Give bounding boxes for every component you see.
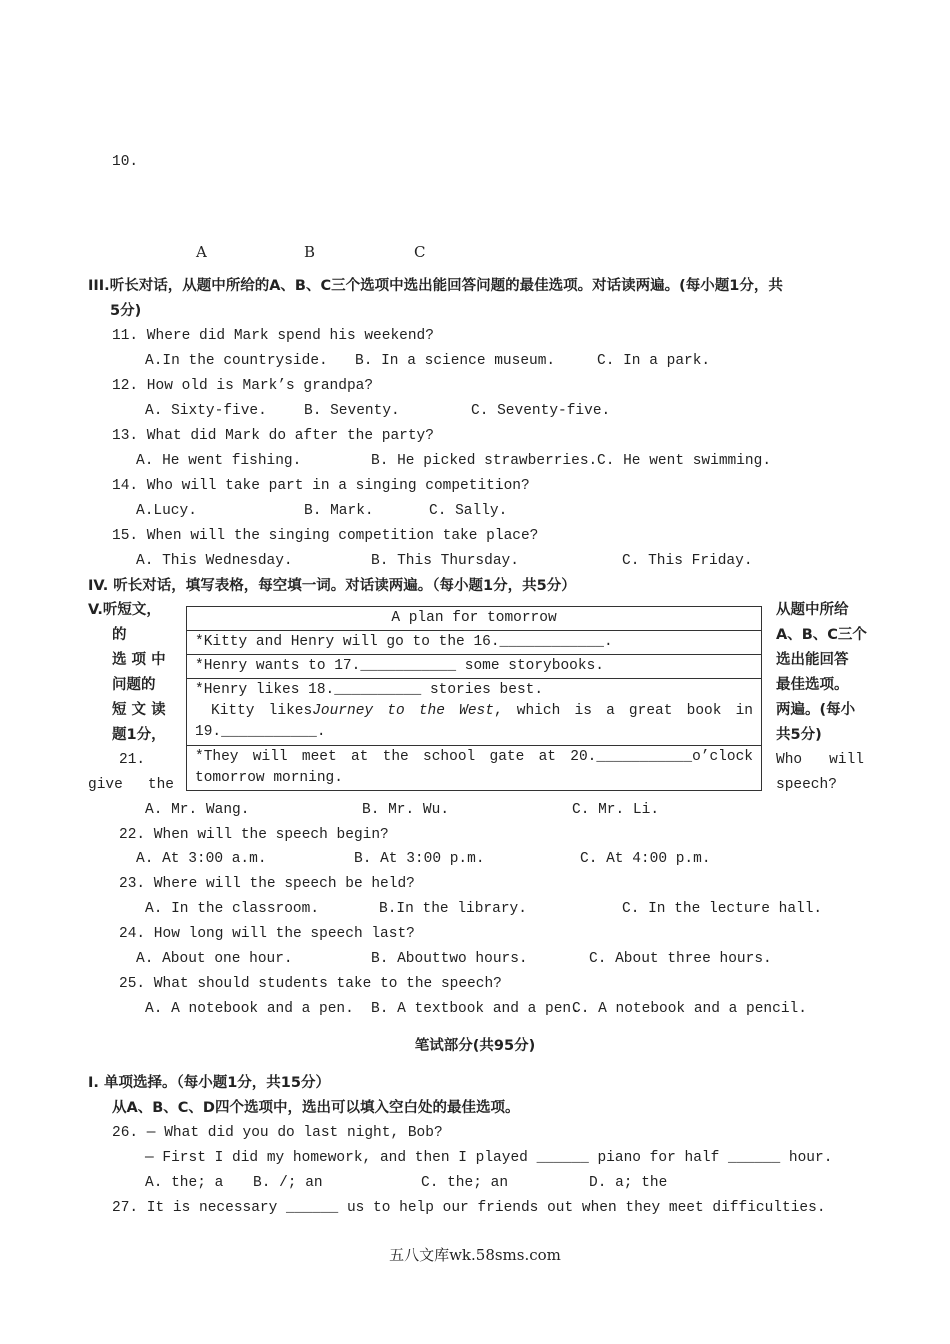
q13-option-a: A. He went fishing. (136, 453, 302, 469)
question-13: 13. What did Mark do after the party? (112, 428, 434, 444)
section-iii-heading-cont: 5分) (110, 303, 142, 319)
plan-row-20 (187, 745, 761, 790)
plan-row-19-text-b: , which is a great book in (493, 703, 753, 719)
section-v-right-6: 共5分) (776, 727, 822, 743)
q25-option-a: A. A notebook and a pen. (145, 1001, 354, 1017)
plan-row-18: *Henry likes 18.__________ stories best. (195, 682, 544, 698)
question-25: 25. What should students take to the speech? (119, 976, 502, 992)
q21-option-c: C. Mr. Li. (572, 802, 660, 818)
question-26-reply: — First I did my homework, and then I played ______ piano for half ______ hour. (145, 1150, 833, 1166)
q24-option-a: A. About one hour. (136, 951, 293, 967)
q10-number: 10. (112, 154, 139, 170)
q12-option-a: A. Sixty-five. (145, 403, 267, 419)
q26-option-a: A. the; a (145, 1175, 224, 1191)
question-23: 23. Where will the speech be held? (119, 876, 415, 892)
q15-option-c: C. This Friday. (622, 553, 753, 569)
section-v-right-3: 选出能回答 (776, 652, 849, 668)
q10-option-a: A (196, 243, 207, 261)
part-i-heading: I. 单项选择。（每小题1分，共15分） (88, 1075, 330, 1091)
section-v-left-1: V.听短文， (88, 602, 161, 618)
plan-title: A plan for tomorrow (391, 610, 557, 626)
q13-option-c: C. He went swimming. (597, 453, 772, 469)
section-v-left-2: 的 (112, 627, 127, 643)
section-v-left-4: 问题的 (112, 677, 156, 693)
q10-option-b: B (304, 243, 316, 261)
plan-row-19-line2: 19.___________. (195, 724, 326, 740)
q21-option-a: A. Mr. Wang. (145, 802, 250, 818)
question-21-text-right: Who will (776, 752, 864, 768)
q25-option-b: B. A textbook and a pen. (371, 1001, 580, 1017)
plan-row-19-line1 (195, 701, 753, 722)
section-v-right-5: 两遍。(每小 (776, 702, 856, 718)
q23-option-c: C. In the lecture hall. (622, 901, 823, 917)
q23-option-a: A. In the classroom. (145, 901, 320, 917)
section-iv-heading: IV. 听长对话，填写表格，每空填一词。对话读两遍。（每小题1分，共5分） (88, 578, 576, 594)
section-v-right-4: 最佳选项。 (776, 677, 849, 693)
plan-row-20-line2: tomorrow morning. (195, 770, 343, 786)
question-21-text-end: speech? (776, 777, 837, 793)
section-iii-heading: III.听长对话，从题中所给的A、B、C三个选项中选出能回答问题的最佳选项。对话读两遍。(每小题1分，共 (88, 278, 783, 294)
q14-option-a: A.Lucy. (136, 503, 197, 519)
q14-option-b: B. Mark. (304, 503, 374, 519)
question-24: 24. How long will the speech last? (119, 926, 415, 942)
q26-option-d: D. a; the (589, 1175, 668, 1191)
q11-option-c: C. In a park. (597, 353, 711, 369)
q21-option-b: B. Mr. Wu. (362, 802, 450, 818)
question-11: 11. Where did Mark spend his weekend? (112, 328, 434, 344)
q26-option-c: C. the; an (421, 1175, 509, 1191)
question-26: 26. — What did you do last night, Bob? (112, 1125, 443, 1141)
q14-option-c: C. Sally. (429, 503, 508, 519)
plan-row-16: *Kitty and Henry will go to the 16.____________. (187, 630, 761, 654)
plan-table (186, 606, 762, 791)
q25-option-c: C. A notebook and a pencil. (572, 1001, 807, 1017)
q11-option-a: A.In the countryside. (145, 353, 328, 369)
q26-option-b: B. /; an (253, 1175, 323, 1191)
q12-option-b: B. Seventy. (304, 403, 400, 419)
q15-option-b: B. This Thursday. (371, 553, 519, 569)
written-part-heading: 笔试部分(共95分) (414, 1038, 536, 1054)
q24-option-b: B. Abouttwo hours. (371, 951, 528, 967)
section-v-left-3: 选 项 中 (112, 652, 166, 668)
q11-option-b: B. In a science museum. (355, 353, 556, 369)
q10-option-c: C (414, 243, 426, 261)
question-22: 22. When will the speech begin? (119, 827, 389, 843)
section-v-right-2: A、B、C三个 (776, 627, 867, 643)
footer-watermark: 五八文库wk.58sms.com (389, 1246, 561, 1264)
question-21-text-left: give the (88, 777, 174, 793)
question-12: 12. How old is Mark’s grandpa? (112, 378, 374, 394)
plan-row-20-line1: *They will meet at the school gate at 20.___________o’clock (195, 749, 753, 765)
q12-option-c: C. Seventy-five. (471, 403, 611, 419)
q13-option-b: B. He picked strawberries. (371, 453, 598, 469)
plan-row-19-text-a: Kitty likes (211, 703, 313, 719)
part-i-instruction: 从A、B、C、D四个选项中，选出可以填入空白处的最佳选项。 (112, 1100, 520, 1116)
q23-option-b: B.In the library. (379, 901, 527, 917)
section-v-right-1: 从题中所给 (776, 602, 849, 618)
q22-option-a: A. At 3:00 a.m. (136, 851, 267, 867)
plan-row-17: *Henry wants to 17.___________ some storybooks. (187, 654, 761, 678)
q24-option-c: C. About three hours. (589, 951, 772, 967)
q15-option-a: A. This Wednesday. (136, 553, 293, 569)
q22-option-c: C. At 4:00 p.m. (580, 851, 711, 867)
section-v-left-5: 短 文 读 (112, 702, 166, 718)
section-v-left-6: 题1分， (112, 727, 166, 743)
question-15: 15. When will the singing competition take place? (112, 528, 539, 544)
plan-row-18-19 (187, 678, 761, 745)
question-14: 14. Who will take part in a singing competition? (112, 478, 530, 494)
q22-option-b: B. At 3:00 p.m. (354, 851, 485, 867)
plan-book-title: Journey to the West (312, 703, 494, 719)
question-21-number: 21. (119, 752, 146, 768)
question-27: 27. It is necessary ______ us to help our friends out when they meet difficulties. (112, 1200, 826, 1216)
